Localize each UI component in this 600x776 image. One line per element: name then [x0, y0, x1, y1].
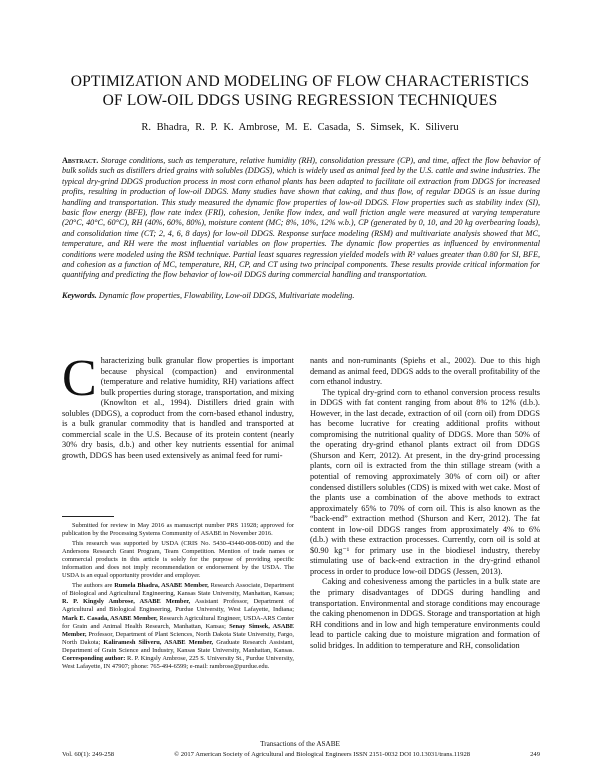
author-2-name: R. P. Kingsly Ambrose, ASABE Member,: [62, 598, 191, 606]
author-4-affil: Professor, Department of Plant Sciences, North Dakota State University, Fargo, North Dakota;: [62, 630, 294, 646]
drop-cap: C: [62, 350, 97, 407]
keywords-label: Keywords.: [62, 291, 97, 300]
page-number: 249: [530, 751, 540, 758]
intro-paragraph-3: The typical dry-grind corn to ethanol conversion process results in DDGS with fat content ranging from about 8% to 12% (d.b.). However, in the last decade, extraction of oil (corn oil) from DDGS has become lucrative for creating additional profits without compromising the nutritional quality of DDGS. More than 50% of the operating dry-grind ethanol plants extract oil from DDGS (Shurson and Kerr, 2012). At present, in the dry-grind processing plants, corn oil is extracted from the thin stillage stream (with a potential of removing approximately 30% of corn oil) or after condensed distillers solubles (CDS) is mixed with wet cake. Most of the plants use a combination of the above methods to extract approximately 65% to 70% of corn oil. This is also known as the “back-end” extraction method (Shurson and Kerr, 2012). The fat content in low-oil DDGS ranges from approximately 4% to 6% (d.b.) with these extraction processes. Currently, corn oil is sold at $0.90 kg⁻¹ for primary use in the biodiesel industry, thereby stimulating use of back-end extraction in the dry-grind ethanol process in order to produce low-oil DDGS (Jessen, 2013).: [310, 387, 540, 576]
abstract: [62, 156, 540, 281]
author-2-affil: Assistant Professor, Department of Agricultural and Biological Engineering, Purdue University, West Lafayette, Indiana;: [62, 598, 294, 614]
author-1-affil: Research Associate, Department of Biological and Agricultural Engineering, Kansas State University, Manhattan, Kansas;: [62, 582, 295, 598]
footnote-rule: [62, 516, 114, 517]
corresponding-label: Corresponding author:: [62, 654, 126, 662]
author-1-name: Rumela Bhadra, ASABE Member,: [114, 582, 209, 590]
abstract-label: Abstract.: [62, 156, 99, 165]
author-3-name: Mark E. Casada, ASABE Member,: [62, 614, 158, 622]
copyright-info: © 2017 American Society of Agricultural and Biological Engineers ISSN 2151-0032 DOI 10.13031/trans.11928: [174, 751, 471, 758]
footnote-authors: [62, 582, 294, 671]
abstract-text: Storage conditions, such as temperature, relative humidity (RH), consolidation pressure (CP), and time, affect the flow behavior of bulk solids such as distillers dried grains with solubles (DDGS), which is widely used as animal feed by the U.S. cattle and swine industries. The typical dry-grind DDGS production process in most corn ethanol plants has been adapted to facilitate oil extraction from DDGS for increased profits, resulting in production of low-oil DDGS. Many studies have shown that caking, and thus flow, of regular DDGS is an issue during handling and transportation. This study measured the dynamic flow properties of low-oil DDGS. Flow properties such as stability index (SI), basic flow energy (BFE), flow rate index (FRI), cohesion, Jenike flow index, and wall friction angle were measured at varying temperature (20°C, 40°C, 60°C), RH (40%, 60%, 80%), moisture content (MC; 8%, 10%, 12% w.b.), CP (generated by 0, 10, and 20 kg overbearing loads), and consolidation time (CT; 2, 4, 6, 8 days) for low-oil DDGS. Response surface modeling (RSM) and multivariate analysis showed that MC, temperature, and RH were the most influential variables on flow properties. The dynamic flow properties as influenced by environmental conditions were modeled using the RSM technique. Partial least squares regression yielded models with R² values greater than 0.80 for SI, BFE, and cohesion as a function of MC, temperature, RH, CP, and CT using two principal components. These results provide critical information for quantifying and predicting the flow behavior of low-oil DDGS during commercial handling and transportation.: [62, 156, 540, 280]
author-4-name: Senay Simsek, ASABE Member,: [62, 622, 294, 638]
intro-paragraph-1: [62, 350, 294, 461]
right-column: [310, 356, 540, 651]
page-footer: [62, 751, 540, 758]
journal-name: Transactions of the ASABE: [260, 740, 340, 748]
intro-text-1: haracterizing bulk granular flow properties is important because physical (compaction) and environmental (temperature and relative humidity, RH) variations affect bulk properties during storage, transportation, and mixing (Knowlton et al., 1994). Distillers dried grain with solubles (DDGS), a coproduct from the corn-based ethanol industry, is a bulk granular commodity that is handled and transported at commercial scale in the U.S. Because of its protein content (nearly 30% dry basis, d.b.) and other key nutrients essential for animal growth, DDGS has been used extensively as animal feed for rumi-: [62, 356, 294, 460]
author-3-affil: Research Agricultural Engineer, USDA-ARS Center for Grain and Animal Health Research, Manhattan, Kansas;: [62, 614, 294, 630]
corresponding-text: R. P. Kingsly Ambrose, 225 S. University St., Purdue University, West Lafayette, IN 47907; phone: 765-494-6599; e-mail: rambrose@purdue.edu.: [62, 654, 294, 670]
intro-paragraph-4: Caking and cohesiveness among the particles in a bulk state are the primary disadvantages of DDGS during handling and transportation. Environmental and storage conditions may encourage the caking phenomenon in DDGS. Storage and transportation at high RH conditions and in low and high temperature environments could lead to particle caking due to moisture migration and formation of solid bridges. In addition to temperature and RH, consolidation: [310, 577, 540, 650]
author-list: R. Bhadra, R. P. K. Ambrose, M. E. Casada, S. Simsek, K. Siliveru: [141, 122, 459, 133]
keywords-text: Dynamic flow properties, Flowability, Low-oil DDGS, Multivariate modeling.: [98, 291, 355, 300]
keywords: [62, 291, 540, 301]
footnote-submitted: Submitted for review in May 2016 as manuscript number PRS 11928; approved for publication by the Processing Systems Community of ASABE in November 2016.: [62, 522, 294, 538]
volume-info: Vol. 60(1): 249-258: [62, 751, 115, 758]
title-line-1: OPTIMIZATION AND MODELING OF FLOW CHARACTERISTICS: [70, 73, 530, 90]
intro-paragraph-2: nants and non-ruminants (Spiehs et al., 2002). Due to this high demand as animal feed, DDGS adds to the overall profitability of the corn ethanol industry.: [310, 356, 540, 387]
author-5-name: Kaliramesh Siliveru, ASABE Member,: [103, 638, 214, 646]
title-line-2: OF LOW-OIL DDGS USING REGRESSION TECHNIQUES: [102, 92, 498, 109]
author-5-affil: Graduate Research Assistant, Department of Grain Science and Industry, Kansas State University, Manhattan, Kansas.: [62, 638, 295, 654]
footnote-support: This research was supported by USDA (CRIS No. 5430-43440-008-00D) and the Andersons Research Grant Program, Team Competition. Mention of trade names or commercial products in this article is solely for the purpose of providing specific information and does not imply recommendation or endorsement by the USDA. The USDA is an equal opportunity provider and employer.: [62, 540, 294, 580]
authors-intro: The authors are: [72, 582, 115, 590]
paper-title: [40, 72, 560, 110]
footnotes: [62, 522, 294, 673]
left-column: [62, 350, 294, 461]
